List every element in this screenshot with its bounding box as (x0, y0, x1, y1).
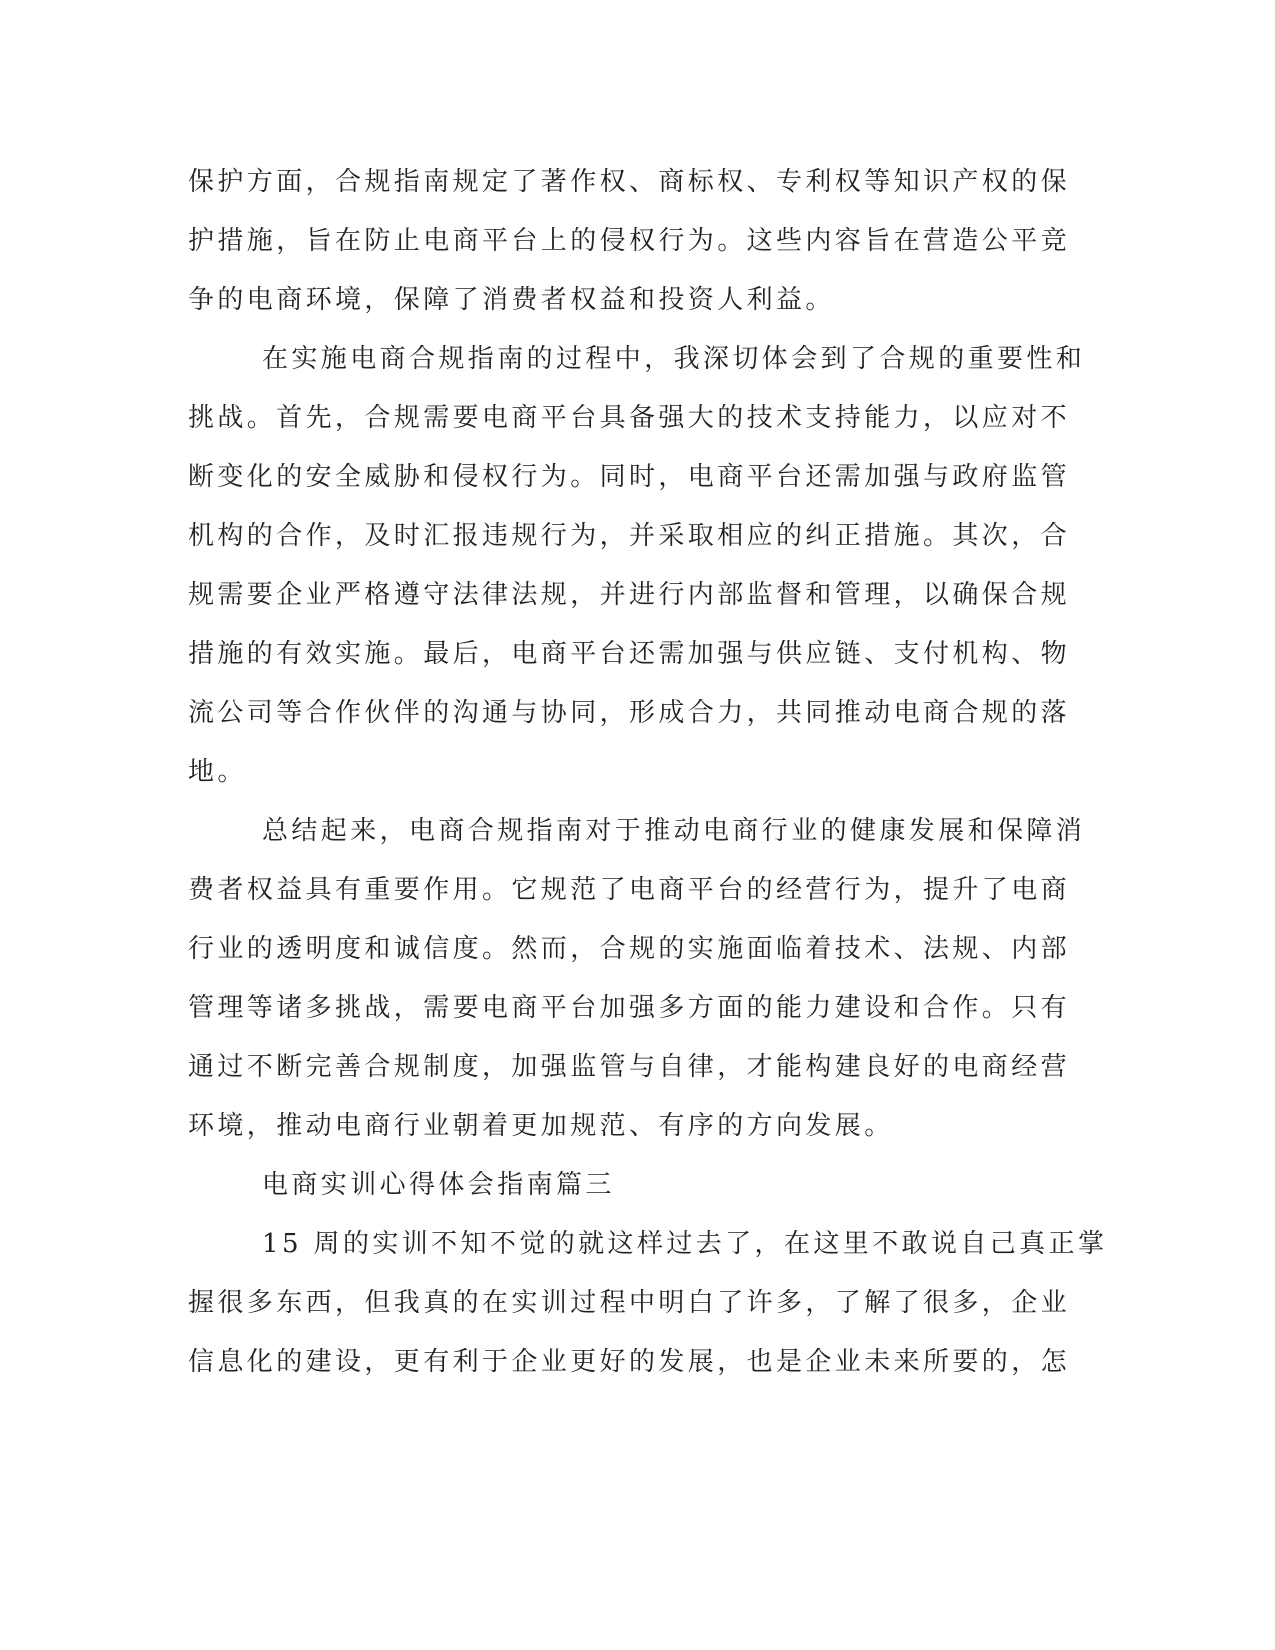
text-line: 15 周的实训不知不觉的就这样过去了，在这里不敢说自己真正掌 (262, 1229, 1108, 1259)
text-line: 总结起来，电商合规指南对于推动电商行业的健康发展和保障消 (262, 816, 1086, 846)
text-line: 措施的有效实施。最后，电商平台还需加强与供应链、支付机构、物 (188, 639, 1071, 669)
section-heading: 电商实训心得体会指南篇三 (262, 1170, 615, 1200)
text-line: 地。 (188, 757, 247, 787)
text-line: 保护方面，合规指南规定了著作权、商标权、专利权等知识产权的保 (188, 167, 1071, 197)
text-line: 规需要企业严格遵守法律法规，并进行内部监督和管理，以确保合规 (188, 580, 1071, 610)
text-line: 握很多东西，但我真的在实训过程中明白了许多，了解了很多，企业 (188, 1288, 1071, 1318)
text-line: 环境，推动电商行业朝着更加规范、有序的方向发展。 (188, 1111, 894, 1141)
text-line: 费者权益具有重要作用。它规范了电商平台的经营行为，提升了电商 (188, 875, 1071, 905)
text-line: 流公司等合作伙伴的沟通与协同，形成合力，共同推动电商合规的落 (188, 698, 1071, 728)
text-line: 断变化的安全威胁和侵权行为。同时，电商平台还需加强与政府监管 (188, 462, 1071, 492)
text-line: 信息化的建设，更有利于企业更好的发展，也是企业未来所要的，怎 (188, 1347, 1071, 1377)
text-line: 机构的合作，及时汇报违规行为，并采取相应的纠正措施。其次，合 (188, 521, 1071, 551)
text-line: 管理等诸多挑战，需要电商平台加强多方面的能力建设和合作。只有 (188, 993, 1071, 1023)
text-line: 争的电商环境，保障了消费者权益和投资人利益。 (188, 285, 835, 315)
text-line: 护措施，旨在防止电商平台上的侵权行为。这些内容旨在营造公平竞 (188, 226, 1071, 256)
text-line: 行业的透明度和诚信度。然而，合规的实施面临着技术、法规、内部 (188, 934, 1071, 964)
text-line: 在实施电商合规指南的过程中，我深切体会到了合规的重要性和 (262, 344, 1086, 374)
text-line: 通过不断完善合规制度，加强监管与自律，才能构建良好的电商经营 (188, 1052, 1071, 1082)
text-line: 挑战。首先，合规需要电商平台具备强大的技术支持能力，以应对不 (188, 403, 1071, 433)
